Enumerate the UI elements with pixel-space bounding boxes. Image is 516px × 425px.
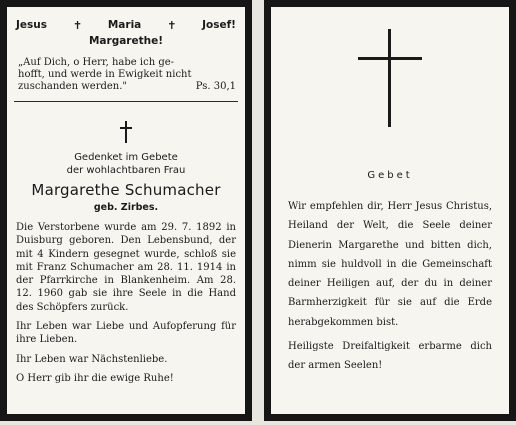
psalm-line: „Auf Dich, o Herr, habe ich ge-: [18, 57, 175, 68]
closing-prayer-line: O Herr gib ihr die ewige Ruhe!: [16, 372, 174, 384]
divider: [14, 101, 238, 102]
front-content: [16, 13, 236, 408]
psalm-reference: Ps. 30,1: [195, 81, 236, 92]
small-cross-icon: ✝: [72, 19, 83, 32]
memorial-card-back: [264, 0, 516, 421]
psalm-line: hofft, und werde in Ewigkeit nicht: [18, 69, 192, 80]
deceased-name: Margarethe Schumacher: [31, 181, 221, 199]
psalm-line-last: [18, 81, 236, 93]
remember-line: Gedenket im Gebete: [74, 152, 178, 163]
biography: [16, 221, 236, 391]
birth-name: geb. Zirbes.: [93, 202, 159, 213]
header-josef: Josef!: [202, 19, 236, 31]
holy-names-line: [16, 19, 236, 32]
prayer-paragraph: Heiligste Dreifaltigkeit erbarme dich der armen Seelen!: [288, 341, 492, 372]
psalm-quote: [16, 57, 236, 93]
remember-text: [16, 151, 236, 177]
prayer-paragraph: Wir empfehlen dir, Herr Jesus Christus, Heiland der Welt, die Seele deiner Dienerin Margarethe und bitten dich, nimm sie huldvoll in die Gemeinschaft deiner Heiligen auf, der du in deiner Barmherzigkeit für sie auf die Erde herabgekommen bist.: [288, 201, 492, 328]
biography-paragraph: Ihr Leben war Liebe und Aufopferung für ihre Lieben.: [16, 321, 236, 346]
biography-paragraph: Die Verstorbene wurde am 29. 7. 1892 in Duisburg geboren. Den Lebensbund, der mit 4 Kindern gesegnet wurde, schloß sie mit Franz Schumacher am 28. 11. 1914 in der Pfarrkirche in Blankenheim. Am 28. 12. 1960 gab sie ihre Seele in die Hand des Schöpfers zurück.: [16, 222, 236, 313]
cross-icon: [120, 121, 132, 143]
remember-line: der wohlachtbaren Frau: [66, 165, 186, 176]
prayer-text: [288, 197, 492, 381]
prayer-title: Gebet: [367, 170, 413, 181]
memorial-card-front: [0, 0, 252, 421]
biography-paragraph: Ihr Leben war Nächstenliebe.: [16, 353, 168, 365]
invocation-name: Margarethe!: [88, 35, 164, 47]
cross-icon: [358, 29, 422, 127]
back-content: [280, 13, 500, 408]
small-cross-icon: ✝: [167, 19, 177, 32]
psalm-line: zuschanden werden.": [18, 81, 128, 92]
header-maria: Maria: [107, 19, 142, 31]
header-jesus: Jesus: [16, 19, 48, 31]
